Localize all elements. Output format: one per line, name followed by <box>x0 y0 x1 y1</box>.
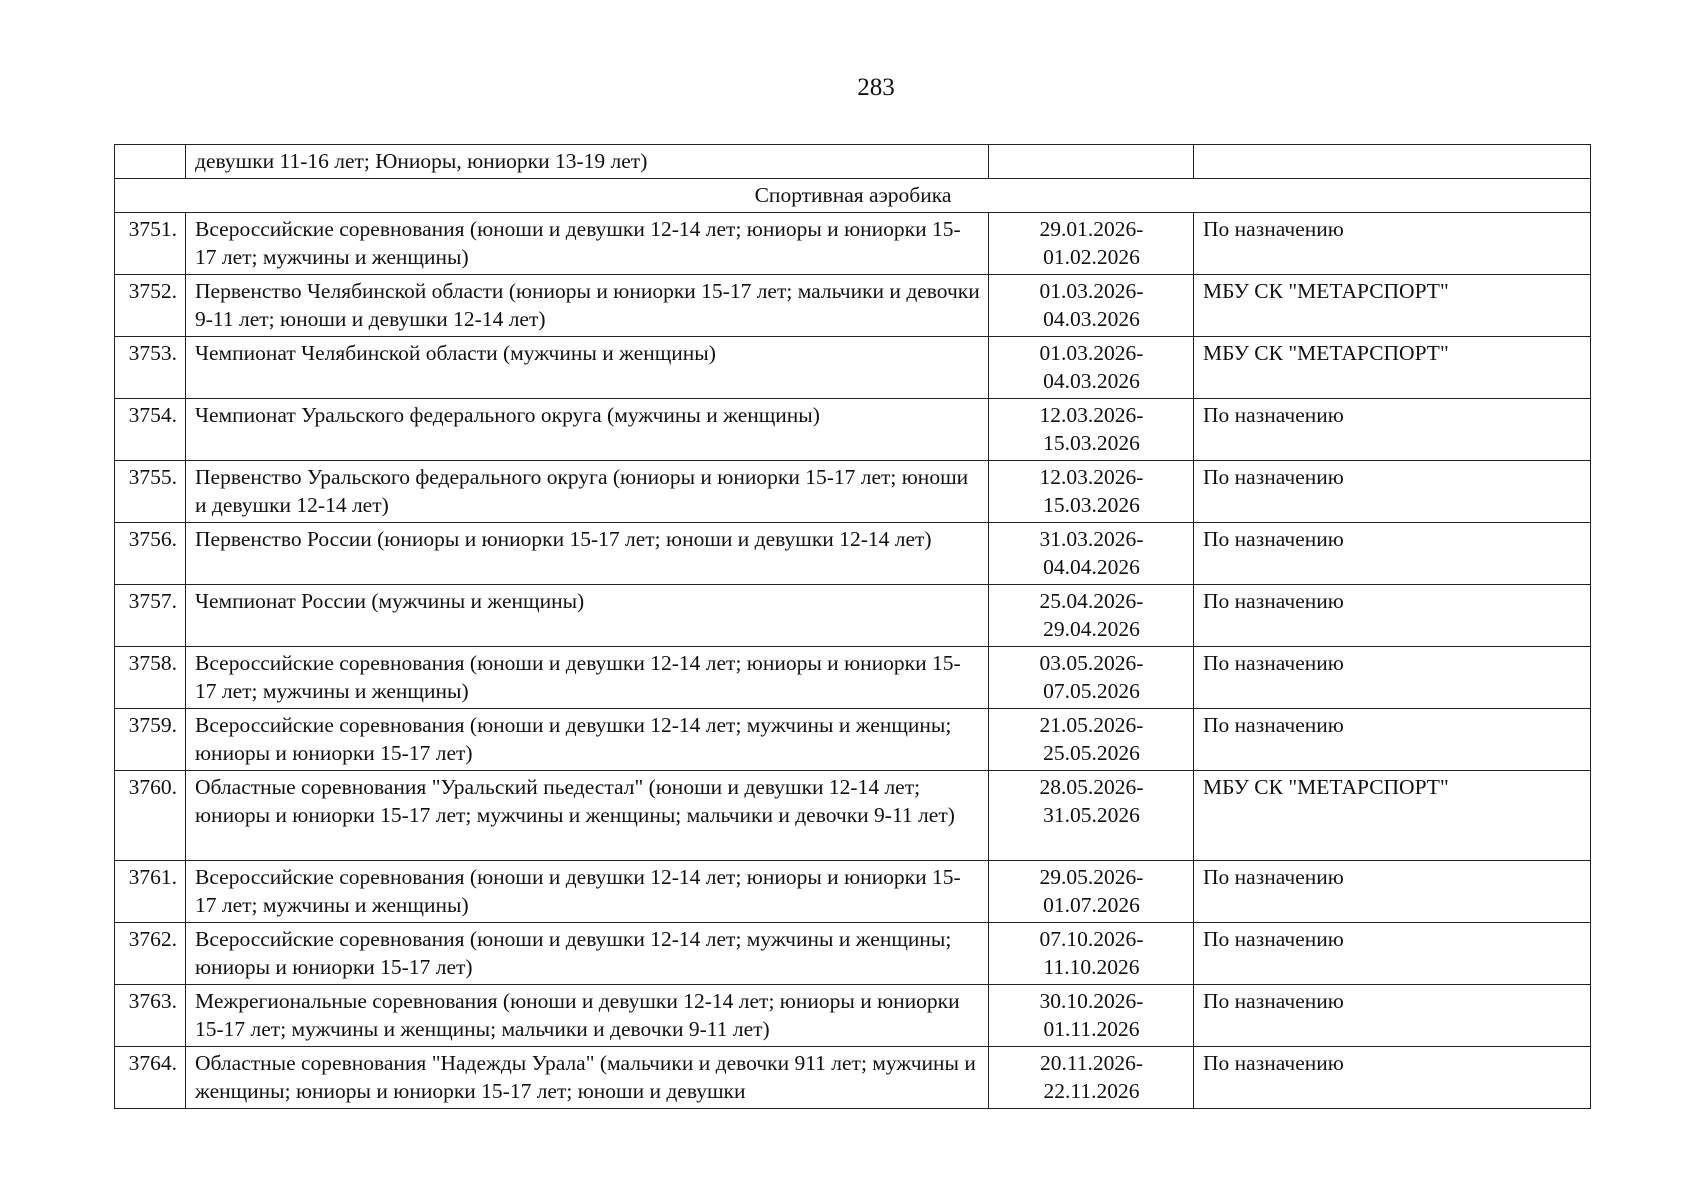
table-row <box>115 647 1591 709</box>
event-name: Чемпионат Челябинской области (мужчины и женщины) <box>186 337 989 399</box>
table-row <box>115 461 1591 523</box>
date-start: 20.11.2026- <box>1039 1051 1144 1075</box>
date-start: 01.03.2026- <box>1039 279 1144 303</box>
date-start: 12.03.2026- <box>1039 465 1144 489</box>
row-number: 3760. <box>115 771 186 861</box>
date-start: 29.05.2026- <box>1039 865 1144 889</box>
event-name: Чемпионат России (мужчины и женщины) <box>186 585 989 647</box>
row-number: 3755. <box>115 461 186 523</box>
events-table <box>114 144 1591 1109</box>
event-dates <box>989 337 1194 399</box>
event-place: По назначению <box>1194 213 1591 275</box>
event-dates <box>989 145 1194 179</box>
event-name: Межрегиональные соревнования (юноши и девушки 12-14 лет; юниоры и юниорки 15-17 лет; мужчины и женщины; мальчики и девочки 9-11 лет) <box>186 985 989 1047</box>
date-start: 21.05.2026- <box>1039 713 1144 737</box>
table-row <box>115 1047 1591 1109</box>
date-end: 15.03.2026 <box>1043 430 1140 455</box>
event-dates <box>989 709 1194 771</box>
event-place <box>1194 145 1591 179</box>
row-number <box>115 145 186 179</box>
date-end: 15.03.2026 <box>1043 492 1140 517</box>
event-dates <box>989 213 1194 275</box>
date-end: 04.04.2026 <box>1043 554 1140 579</box>
row-number: 3756. <box>115 523 186 585</box>
event-name: Областные соревнования "Надежды Урала" (мальчики и девочки 911 лет; мужчины и женщины; юниоры и юниорки 15-17 лет; юноши и девушки <box>186 1047 989 1109</box>
table-row <box>115 399 1591 461</box>
event-name: Всероссийские соревнования (юноши и девушки 12-14 лет; юниоры и юниорки 15-17 лет; мужчины и женщины) <box>186 213 989 275</box>
event-place: МБУ СК "МЕТАРСПОРТ" <box>1194 771 1591 861</box>
date-start: 01.03.2026- <box>1039 341 1144 365</box>
date-end: 07.05.2026 <box>1043 678 1140 703</box>
page-number: 283 <box>857 74 895 101</box>
date-start: 03.05.2026- <box>1039 651 1144 675</box>
event-name: Всероссийские соревнования (юноши и девушки 12-14 лет; юниоры и юниорки 15-17 лет; мужчины и женщины) <box>186 647 989 709</box>
table-row <box>115 585 1591 647</box>
event-name: Чемпионат Уральского федерального округа (мужчины и женщины) <box>186 399 989 461</box>
table-row <box>115 523 1591 585</box>
table-row <box>115 213 1591 275</box>
event-dates <box>989 985 1194 1047</box>
row-number: 3754. <box>115 399 186 461</box>
event-dates <box>989 1047 1194 1109</box>
row-number: 3758. <box>115 647 186 709</box>
events-table-body <box>115 145 1591 1109</box>
event-place: По назначению <box>1194 861 1591 923</box>
event-place: МБУ СК "МЕТАРСПОРТ" <box>1194 275 1591 337</box>
date-end: 04.03.2026 <box>1043 368 1140 393</box>
event-dates <box>989 647 1194 709</box>
event-name: Всероссийские соревнования (юноши и девушки 12-14 лет; мужчины и женщины; юниоры и юниорки 15-17 лет) <box>186 709 989 771</box>
event-place: По назначению <box>1194 399 1591 461</box>
table-row <box>115 923 1591 985</box>
date-start: 28.05.2026- <box>1039 775 1144 799</box>
row-number: 3762. <box>115 923 186 985</box>
event-name: Всероссийские соревнования (юноши и девушки 12-14 лет; мужчины и женщины; юниоры и юниорки 15-17 лет) <box>186 923 989 985</box>
date-start: 31.03.2026- <box>1039 527 1144 551</box>
date-end: 04.03.2026 <box>1043 306 1140 331</box>
row-number: 3764. <box>115 1047 186 1109</box>
table-row <box>115 275 1591 337</box>
event-name: девушки 11-16 лет; Юниоры, юниорки 13-19 лет) <box>186 145 989 179</box>
event-dates <box>989 771 1194 861</box>
date-start: 29.01.2026- <box>1039 217 1144 241</box>
row-number: 3752. <box>115 275 186 337</box>
date-start: 25.04.2026- <box>1039 589 1144 613</box>
event-dates <box>989 275 1194 337</box>
event-name: Областные соревнования "Уральский пьедестал" (юноши и девушки 12-14 лет; юниоры и юниорки 15-17 лет; мужчины и женщины; мальчики и девочки 9-11 лет) <box>186 771 989 861</box>
event-dates <box>989 923 1194 985</box>
table-row <box>115 709 1591 771</box>
continued-row <box>115 145 1591 179</box>
event-place: По назначению <box>1194 709 1591 771</box>
date-end: 31.05.2026 <box>1043 802 1140 827</box>
date-end: 01.07.2026 <box>1043 892 1140 917</box>
event-place: МБУ СК "МЕТАРСПОРТ" <box>1194 337 1591 399</box>
row-number: 3751. <box>115 213 186 275</box>
event-place: По назначению <box>1194 523 1591 585</box>
event-name: Всероссийские соревнования (юноши и девушки 12-14 лет; юниоры и юниорки 15-17 лет; мужчины и женщины) <box>186 861 989 923</box>
event-dates <box>989 523 1194 585</box>
row-number: 3753. <box>115 337 186 399</box>
event-place: По назначению <box>1194 585 1591 647</box>
date-end: 01.02.2026 <box>1043 244 1140 269</box>
event-place: По назначению <box>1194 1047 1591 1109</box>
event-name: Первенство Уральского федерального округа (юниоры и юниорки 15-17 лет; юноши и девушки 12-14 лет) <box>186 461 989 523</box>
date-end: 29.04.2026 <box>1043 616 1140 641</box>
event-place: По назначению <box>1194 461 1591 523</box>
event-name: Первенство Челябинской области (юниоры и юниорки 15-17 лет; мальчики и девочки 9-11 лет; юноши и девушки 12-14 лет) <box>186 275 989 337</box>
event-dates <box>989 399 1194 461</box>
event-place: По назначению <box>1194 923 1591 985</box>
date-start: 12.03.2026- <box>1039 403 1144 427</box>
date-end: 22.11.2026 <box>1043 1078 1140 1103</box>
date-start: 30.10.2026- <box>1039 989 1144 1013</box>
event-dates <box>989 861 1194 923</box>
event-name: Первенство России (юниоры и юниорки 15-17 лет; юноши и девушки 12-14 лет) <box>186 523 989 585</box>
section-row <box>115 179 1591 213</box>
row-number: 3759. <box>115 709 186 771</box>
row-number: 3761. <box>115 861 186 923</box>
table-row <box>115 337 1591 399</box>
event-dates <box>989 585 1194 647</box>
row-number: 3763. <box>115 985 186 1047</box>
event-place: По назначению <box>1194 985 1591 1047</box>
date-end: 25.05.2026 <box>1043 740 1140 765</box>
table-row <box>115 985 1591 1047</box>
date-start: 07.10.2026- <box>1039 927 1144 951</box>
table-row <box>115 861 1591 923</box>
section-title: Спортивная аэробика <box>115 179 1591 213</box>
date-end: 11.10.2026 <box>1043 954 1140 979</box>
table-row <box>115 771 1591 861</box>
row-number: 3757. <box>115 585 186 647</box>
date-end: 01.11.2026 <box>1043 1016 1140 1041</box>
event-dates <box>989 461 1194 523</box>
event-place: По назначению <box>1194 647 1591 709</box>
